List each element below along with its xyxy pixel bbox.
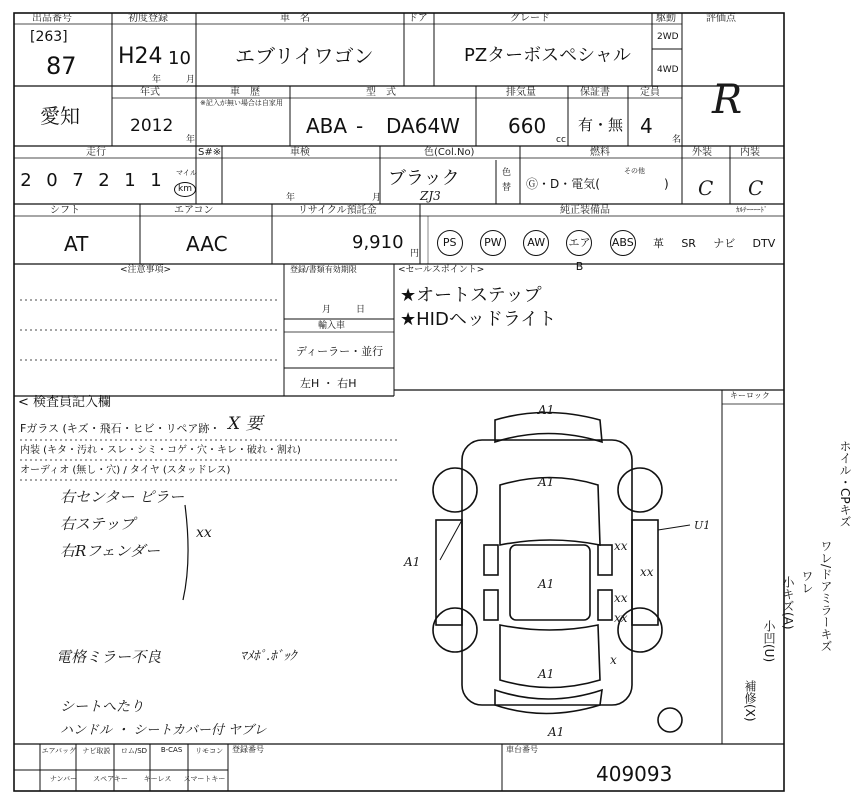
valid-day: 日 — [356, 305, 366, 315]
equipment-item: ナビ — [713, 237, 736, 250]
label-interior: 内装 — [740, 147, 760, 158]
legend-line: 小凹(U) — [762, 620, 776, 663]
lot-prefix: [263] — [30, 29, 68, 45]
footer-equipment-item: キーレス — [143, 775, 172, 783]
label-aircon: エアコン — [174, 205, 214, 216]
inspection-month: 月 — [372, 193, 382, 203]
label-first-reg: 初度登録 — [128, 13, 168, 24]
label-car-body-no: 車台番号 — [506, 745, 538, 754]
xx-mark-5: x — [610, 653, 617, 667]
label-grade: グレード — [510, 13, 550, 24]
color-main: ブラック — [388, 168, 460, 189]
fuel-close: ) — [664, 177, 669, 191]
label-door: ドア — [408, 13, 428, 24]
mileage-digit: 2 — [20, 170, 32, 191]
label-caution: <注意事項> — [120, 265, 172, 275]
displacement: 660 — [508, 114, 547, 138]
label-fuel: 燃料 — [590, 147, 610, 158]
district: 愛知 — [40, 104, 80, 128]
cc-unit: cc — [556, 135, 566, 145]
model-code-a: ABA — [306, 114, 348, 138]
model-name: エブリイワゴン — [235, 44, 374, 68]
mileage-digit: 2 — [98, 170, 110, 191]
dealer: ディーラー・並行 — [296, 345, 384, 358]
mark-rear: A1 — [538, 667, 555, 681]
car-body-no: 409093 — [596, 762, 673, 786]
label-seats: 定員 — [640, 87, 660, 98]
fuel-other: その他 — [624, 167, 645, 175]
equipment-item: PW — [480, 230, 506, 256]
label-entry-date: 輸入車 — [318, 321, 346, 331]
first-reg-year: H24 — [118, 44, 163, 69]
model-code-b: DA64W — [386, 114, 460, 138]
label-equipment: 純正装備品 — [560, 205, 610, 216]
label-inspector: < 検査員記入欄 — [18, 395, 112, 410]
valid-month: 月 — [322, 305, 332, 315]
fuel-options: Ⓖ・D・電気( — [526, 177, 600, 191]
label-keylock: キーロック — [730, 391, 770, 400]
label-shift: シフト — [50, 205, 80, 216]
model-code-sep: - — [356, 114, 364, 138]
seats: 4 — [640, 114, 653, 138]
mark-rear-bumper: A1 — [548, 725, 565, 739]
label-inspection: 車検 — [290, 147, 310, 158]
xx-mark-2: xx — [640, 565, 654, 579]
mileage-digit: 1 — [150, 170, 162, 191]
yen-unit: 円 — [410, 249, 420, 259]
grade: PZターボスペシャル — [464, 45, 631, 66]
footer-equipment-item: ナビ取説 — [82, 747, 111, 755]
handle: 左H ・ 右H — [300, 377, 357, 390]
xx-mark-4: xx — [614, 611, 628, 625]
mile-unit: マイル — [176, 169, 197, 177]
equipment-item: エアB — [566, 230, 592, 256]
label-registration: 車 歴 — [230, 87, 260, 98]
footer-equipment-item: ロム/SD — [120, 747, 148, 755]
label-color: 色(Col.No) — [424, 147, 475, 158]
xx-mark-1: xx — [614, 539, 628, 553]
footer-equipment-item: スマートキー — [183, 775, 226, 783]
extra-note-2: ﾏﾒﾎﾟ.ﾎﾞｯｸ — [240, 649, 297, 664]
sales-point-item: ★オートステップ — [400, 285, 542, 306]
label-sales-point: <セールスポイント> — [398, 265, 485, 275]
audio-line: オーディオ (無し・穴) / タイヤ (スタッドレス) — [20, 465, 231, 476]
footer-equipment-item: エアバッグ — [41, 747, 77, 755]
note-2: 右ステップ — [60, 515, 135, 533]
label-exterior: 外装 — [692, 147, 712, 158]
mileage-digit: 7 — [72, 170, 84, 191]
mileage-digit: 0 — [46, 170, 58, 191]
damage-legend — [742, 440, 854, 722]
recycle: 9,910 — [352, 232, 404, 253]
legend-line: ホイル・CPキズ — [838, 440, 852, 528]
score-value: R — [712, 77, 743, 123]
label-inspection-valid: 登録/書類有効期限 — [290, 265, 357, 274]
lot-number: 87 — [46, 52, 77, 80]
footer-equipment-row-2 — [40, 774, 228, 784]
shift: AT — [64, 232, 89, 256]
label-displacement: 排気量 — [506, 87, 536, 98]
label-score: 評価点 — [706, 13, 736, 24]
fglass-line: Fガラス (キズ・飛石・ヒビ・リペア跡・ — [20, 422, 221, 435]
label-model-code: 型 式 — [366, 87, 396, 98]
sales-point-item: ★HIDヘッドライト — [400, 309, 557, 330]
equipment-item: AW — [523, 230, 549, 256]
mileage-digits — [18, 170, 164, 191]
equipment-item: SR — [681, 236, 696, 250]
note-3: 右Rフェンダー — [60, 542, 160, 560]
legend-line: ワレ/ドアミラーキズ — [819, 540, 833, 653]
xx-mark-3: xx — [614, 591, 628, 605]
drive-4wd: 4WD — [657, 65, 679, 75]
reg-note: ※記入が無い場合は自家用 — [200, 99, 283, 107]
legend-line: 補修(X) — [743, 680, 757, 722]
cal-note: ｶﾙﾃｰｰｰｰﾄﾞ — [736, 206, 768, 214]
mark-left: A1 — [404, 555, 421, 569]
label-drive: 駆動 — [656, 13, 676, 24]
footer-equipment-item: リモコン — [195, 747, 224, 755]
year-model: 2012 — [130, 116, 174, 136]
interior-line: 内装 (キタ・汚れ・スレ・シミ・コゲ・穴・キレ・破れ・割れ) — [20, 445, 301, 456]
drive-2wd: 2WD — [657, 32, 679, 42]
exterior-grade: C — [698, 176, 714, 200]
sales-points — [400, 284, 556, 332]
mark-bonnet: A1 — [538, 475, 555, 489]
equipment-item: DTV — [752, 236, 776, 250]
footer-equipment-item: スペアキー — [93, 775, 128, 783]
year-model-unit: 年 — [186, 135, 196, 145]
equipment-item: ABS — [610, 230, 636, 256]
aircon: AAC — [186, 232, 228, 256]
mark-u1: U1 — [694, 519, 711, 532]
label-warranty: 保証書 — [580, 87, 610, 98]
label-mileage: 走行 — [86, 147, 106, 158]
interior-grade: C — [748, 176, 764, 200]
note-1: 右センター ピラー — [60, 488, 185, 506]
seats-unit: 名 — [672, 135, 682, 145]
fglass-mark: X 要 — [228, 414, 263, 434]
warranty: 有・無 — [578, 116, 624, 134]
color-code: ZJ3 — [420, 189, 441, 203]
label-lot-no: 出品番号 — [32, 13, 72, 24]
extra-note-1: 電格ミラー不良 — [56, 648, 162, 666]
first-reg-month: 10 — [168, 48, 191, 69]
label-s-mark: S#※ — [198, 147, 222, 158]
label-year-model: 年式 — [140, 87, 160, 98]
notes-mark: xx — [196, 525, 212, 541]
equipment-item: PS — [437, 230, 463, 256]
km-unit: km — [174, 182, 196, 197]
mark-roof: A1 — [538, 577, 555, 591]
legend-line: 小キズ(A) — [781, 576, 795, 630]
inspection-year: 年 — [286, 193, 296, 203]
equipment-item: 革 — [653, 237, 665, 250]
year-unit: 年 — [152, 75, 162, 85]
footer-equipment-item: B-CAS — [160, 746, 183, 754]
legend-line: ワレ — [800, 570, 814, 594]
footer-equipment-item: ナンバー — [49, 775, 78, 783]
extra-note-4: ハンドル ・ シートカバー付 ヤブレ — [60, 723, 267, 738]
month-unit: 月 — [186, 75, 196, 85]
footer-equipment-row-1 — [40, 746, 228, 756]
color-change: 色替 — [502, 168, 512, 193]
label-recycle: リサイクル預託金 — [298, 205, 377, 216]
label-model-name: 車 名 — [280, 13, 310, 24]
extra-note-3: シートへたり — [60, 699, 144, 715]
mileage-digit: 1 — [124, 170, 136, 191]
label-number: 登録番号 — [232, 745, 264, 754]
mark-front: A1 — [538, 403, 555, 417]
